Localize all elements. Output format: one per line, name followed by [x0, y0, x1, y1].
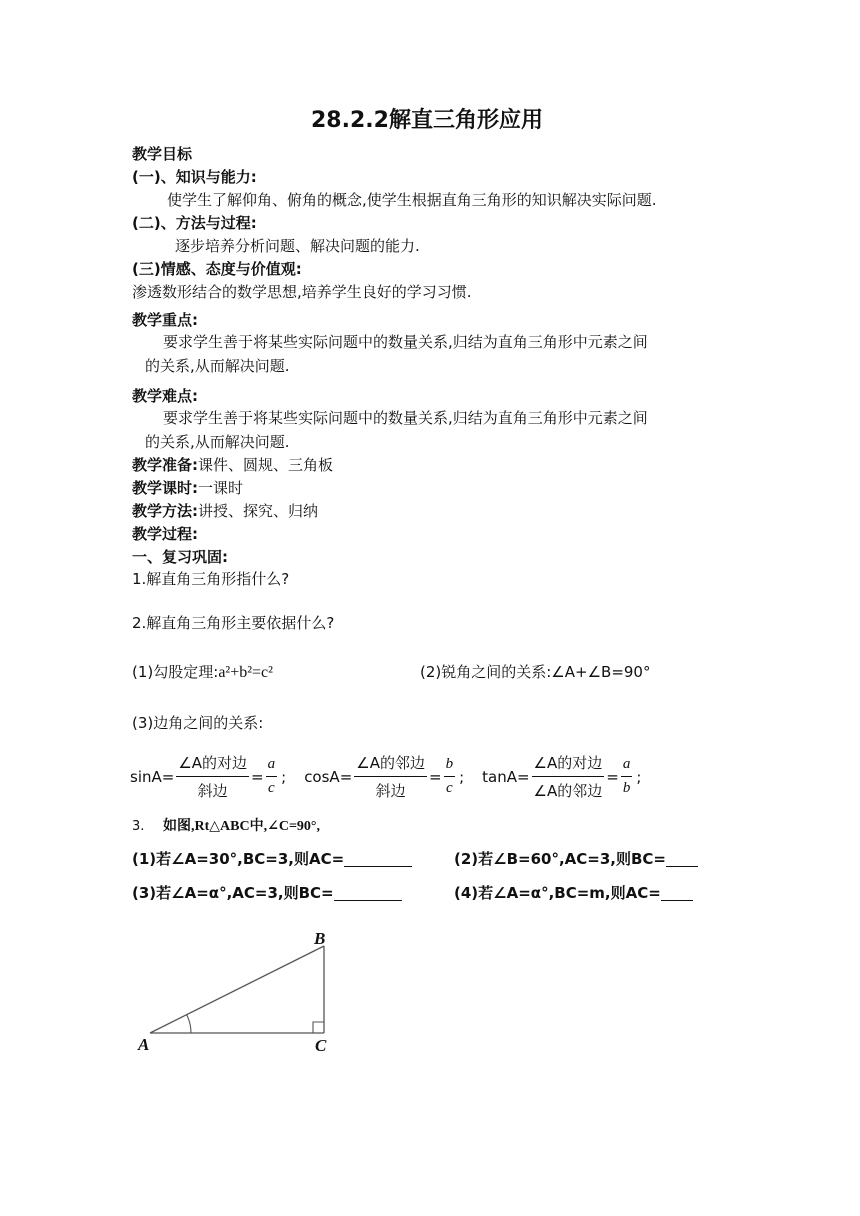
- tan-numerator: ∠A的对边: [532, 752, 605, 777]
- question-3-text: 如图,Rt△ABC中,∠C=90°,: [163, 819, 321, 834]
- cos-equals: =: [428, 767, 442, 786]
- pythagoras-label: (1)勾股定理:: [132, 663, 219, 681]
- tan-separator: ;: [636, 767, 642, 786]
- tan-denominator: ∠A的邻边: [533, 782, 603, 800]
- prep-label: 教学准备:: [132, 456, 198, 474]
- hours-label: 教学课时:: [132, 479, 198, 497]
- q3-part1: (1)若∠A=30°,BC=3,则AC=: [132, 850, 345, 868]
- cos-ratio-den: c: [445, 780, 453, 796]
- goals-s1-body: 使学生了解仰角、俯角的概念,使学生根据直角三角形的知识解决实际问题.: [167, 191, 657, 209]
- prep-value: 课件、圆规、三角板: [198, 456, 334, 474]
- goals-s2-body: 逐步培养分析问题、解决问题的能力.: [175, 237, 420, 255]
- question-2: 2.解直角三角形主要依据什么?: [132, 614, 335, 632]
- q3-part2: (2)若∠B=60°,AC=3,则BC=: [454, 850, 666, 868]
- q3-part4: (4)若∠A=α°,BC=m,则AC=: [454, 884, 661, 902]
- page-title: 28.2.2解直三角形应用: [311, 108, 543, 133]
- key-points-heading: 教学重点:: [132, 311, 198, 329]
- key-points-line2: 的关系,从而解决问题.: [145, 357, 290, 375]
- difficulties-line1: 要求学生善于将某些实际问题中的数量关系,归结为直角三角形中元素之间: [163, 409, 648, 427]
- cos-separator: ;: [459, 767, 465, 786]
- review-heading: 一、复习巩固:: [132, 548, 228, 566]
- sin-denominator: 斜边: [197, 782, 228, 800]
- vertex-label-a: A: [138, 1035, 150, 1054]
- cos-label: cosA=: [304, 767, 353, 786]
- angle-a-arc: [187, 1015, 191, 1033]
- cos-ratio-num: b: [444, 756, 456, 777]
- tan-label: tanA=: [482, 767, 530, 786]
- pythagoras-formula: a²+b²=c²: [218, 664, 273, 681]
- right-angle-mark: [313, 1022, 324, 1033]
- triangle-side-ab: [150, 946, 324, 1033]
- q3-part3: (3)若∠A=α°,AC=3,则BC=: [132, 884, 334, 902]
- sin-equals: =: [251, 767, 264, 786]
- goals-s3-heading: (三)情感、态度与价值观:: [132, 260, 302, 278]
- goals-s1-heading: (一)、知识与能力:: [132, 168, 257, 186]
- goals-heading: 教学目标: [132, 145, 193, 163]
- vertex-label-b: B: [314, 929, 326, 948]
- edge-angle-heading: (3)边角之间的关系:: [132, 714, 264, 732]
- acute-angle-relation: (2)锐角之间的关系:∠A+∠B=90°: [420, 663, 651, 681]
- sin-numerator: ∠A的对边: [176, 752, 249, 777]
- sin-separator: ;: [281, 767, 287, 786]
- key-points-line1: 要求学生善于将某些实际问题中的数量关系,归结为直角三角形中元素之间: [163, 333, 648, 351]
- cos-denominator: 斜边: [375, 782, 406, 800]
- vertex-label-c: C: [315, 1036, 327, 1055]
- method-label: 教学方法:: [132, 502, 198, 520]
- question-3-number: 3.: [132, 819, 145, 834]
- sin-ratio-num: a: [266, 756, 278, 777]
- process-label: 教学过程:: [132, 525, 198, 543]
- cos-numerator: ∠A的邻边: [354, 752, 427, 777]
- sin-label: sinA=: [130, 767, 175, 786]
- method-value: 讲授、探究、归纳: [198, 502, 319, 520]
- tan-equals: =: [606, 767, 619, 786]
- difficulties-heading: 教学难点:: [132, 387, 198, 405]
- goals-s2-heading: (二)、方法与过程:: [132, 214, 257, 232]
- sin-ratio-den: c: [268, 780, 275, 796]
- question-1: 1.解直角三角形指什么?: [132, 570, 290, 588]
- tan-ratio-den: b: [622, 780, 631, 796]
- tan-ratio-num: a: [621, 756, 633, 777]
- difficulties-line2: 的关系,从而解决问题.: [145, 433, 290, 451]
- hours-value: 一课时: [198, 479, 244, 497]
- goals-s3-body: 渗透数形结合的数学思想,培养学生良好的学习习惯.: [132, 283, 472, 301]
